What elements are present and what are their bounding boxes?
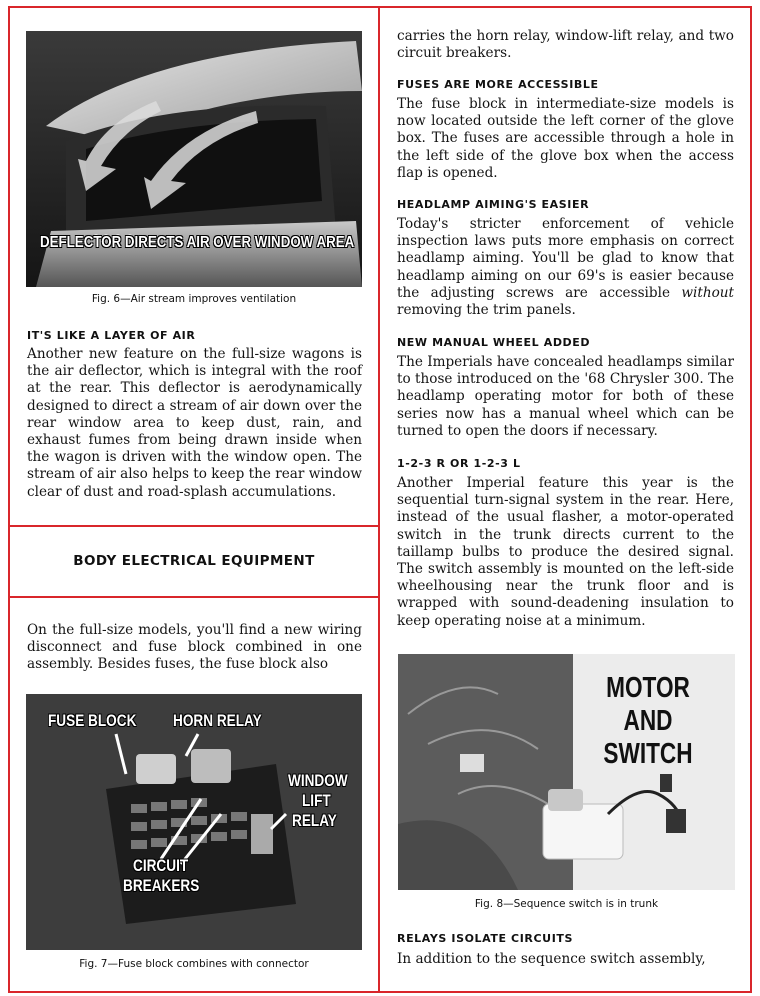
- fig7-photo: [26, 694, 362, 950]
- section-body-sequential: Another Imperial feature this year is the sequential turn-signal system in the rear. Here, instead of the usual flasher, a motor-operated switch in the trunk directs current to the taillamp bulbs to produce the desired signal. The switch assembly is mounted on the left-side wheelhousing near the trunk floor and is wrapped with sound-deadening insulation to keep operating noise at a minimum.: [397, 475, 734, 629]
- fig6-caption: [26, 293, 362, 305]
- section-body-headlamp-aiming: [397, 216, 734, 319]
- fig6-caption-text: Air stream improves ventilation: [130, 293, 297, 305]
- fig7-label-window: WINDOW: [288, 771, 348, 790]
- fig7-label-circuit: CIRCUIT: [133, 856, 189, 875]
- section-body-relays: In addition to the sequence switch assembly,: [397, 951, 706, 967]
- section-heading-layer-of-air: IT'S LIKE A LAYER OF AIR: [27, 329, 196, 342]
- section-heading-manual-wheel: NEW MANUAL WHEEL ADDED: [397, 336, 591, 349]
- headlamp-body-start: Today's stricter enforcement of vehicle inspection laws puts more emphasis on correct headlamp aiming. You'll be glad to know that headlamp aiming on our 69's is easier because the adjusting screws are accessible: [397, 216, 734, 301]
- fig7-label-fuse-block: FUSE BLOCK: [48, 711, 137, 730]
- fig6-caption-prefix: Fig. 6—: [91, 293, 131, 305]
- fig6-photo: [26, 31, 362, 287]
- section-heading-headlamp-aiming: HEADLAMP AIMING'S EASIER: [397, 198, 590, 211]
- section-heading-sequential: 1-2-3 R OR 1-2-3 L: [397, 457, 521, 470]
- section-body-manual-wheel: The Imperials have concealed headlamps similar to those introduced on the '68 Chrysler 300. The headlamp operating motor for both of these series now has a manual wheel which can be turned to open the doors if necessary.: [397, 354, 734, 439]
- fig8-label-switch: SWITCH: [603, 738, 693, 770]
- fig8-label-and: AND: [623, 705, 673, 737]
- headlamp-body-end: removing the trim panels.: [397, 302, 576, 319]
- fig7-label-horn-relay: HORN RELAY: [173, 711, 262, 730]
- section-body-fuses-accessible: The fuse block in intermediate-size models is now located outside the left corner of the glove box. The fuses are accessible through a hole in the left side of the glove box when the access flap is opened.: [397, 96, 734, 181]
- fig7-label-lift: LIFT: [302, 791, 331, 810]
- fig8-label-motor: MOTOR: [606, 672, 690, 704]
- section-heading-fuses-accessible: FUSES ARE MORE ACCESSIBLE: [397, 78, 599, 91]
- fig7-label-breakers: BREAKERS: [123, 876, 200, 895]
- section-body-fuse-block-intro: On the full-size models, you'll find a new wiring disconnect and fuse block combined in one assembly. Besides fuses, the fuse block also: [27, 622, 362, 673]
- fig8-photo: [398, 654, 735, 890]
- fig7-caption: Fig. 7—Fuse block combines with connector: [79, 958, 309, 970]
- fig8-caption: Fig. 8—Sequence switch is in trunk: [474, 898, 659, 910]
- body-electrical-equipment-title: BODY ELECTRICAL EQUIPMENT: [73, 553, 315, 569]
- right-intro-text: carries the horn relay, window-lift relay, and two circuit breakers.: [397, 28, 734, 62]
- section-body-layer-of-air: Another new feature on the full-size wagons is the air deflector, which is integral with the roof at the rear. This deflector is aerodynamically designed to direct a stream of air down over the rear window area to keep dust, rain, and exhaust fumes from being drawn inside when the wagon is driven with the window open. The stream of air also helps to keep the rear window clear of dust and road-splash accumulations.: [27, 346, 362, 500]
- headlamp-body-emphasis: without: [681, 284, 734, 301]
- section-heading-relays: RELAYS ISOLATE CIRCUITS: [397, 932, 574, 945]
- fig7-label-relay: RELAY: [292, 811, 337, 830]
- fig6-overlay-text: DEFLECTOR DIRECTS AIR OVER WINDOW AREA: [40, 234, 355, 251]
